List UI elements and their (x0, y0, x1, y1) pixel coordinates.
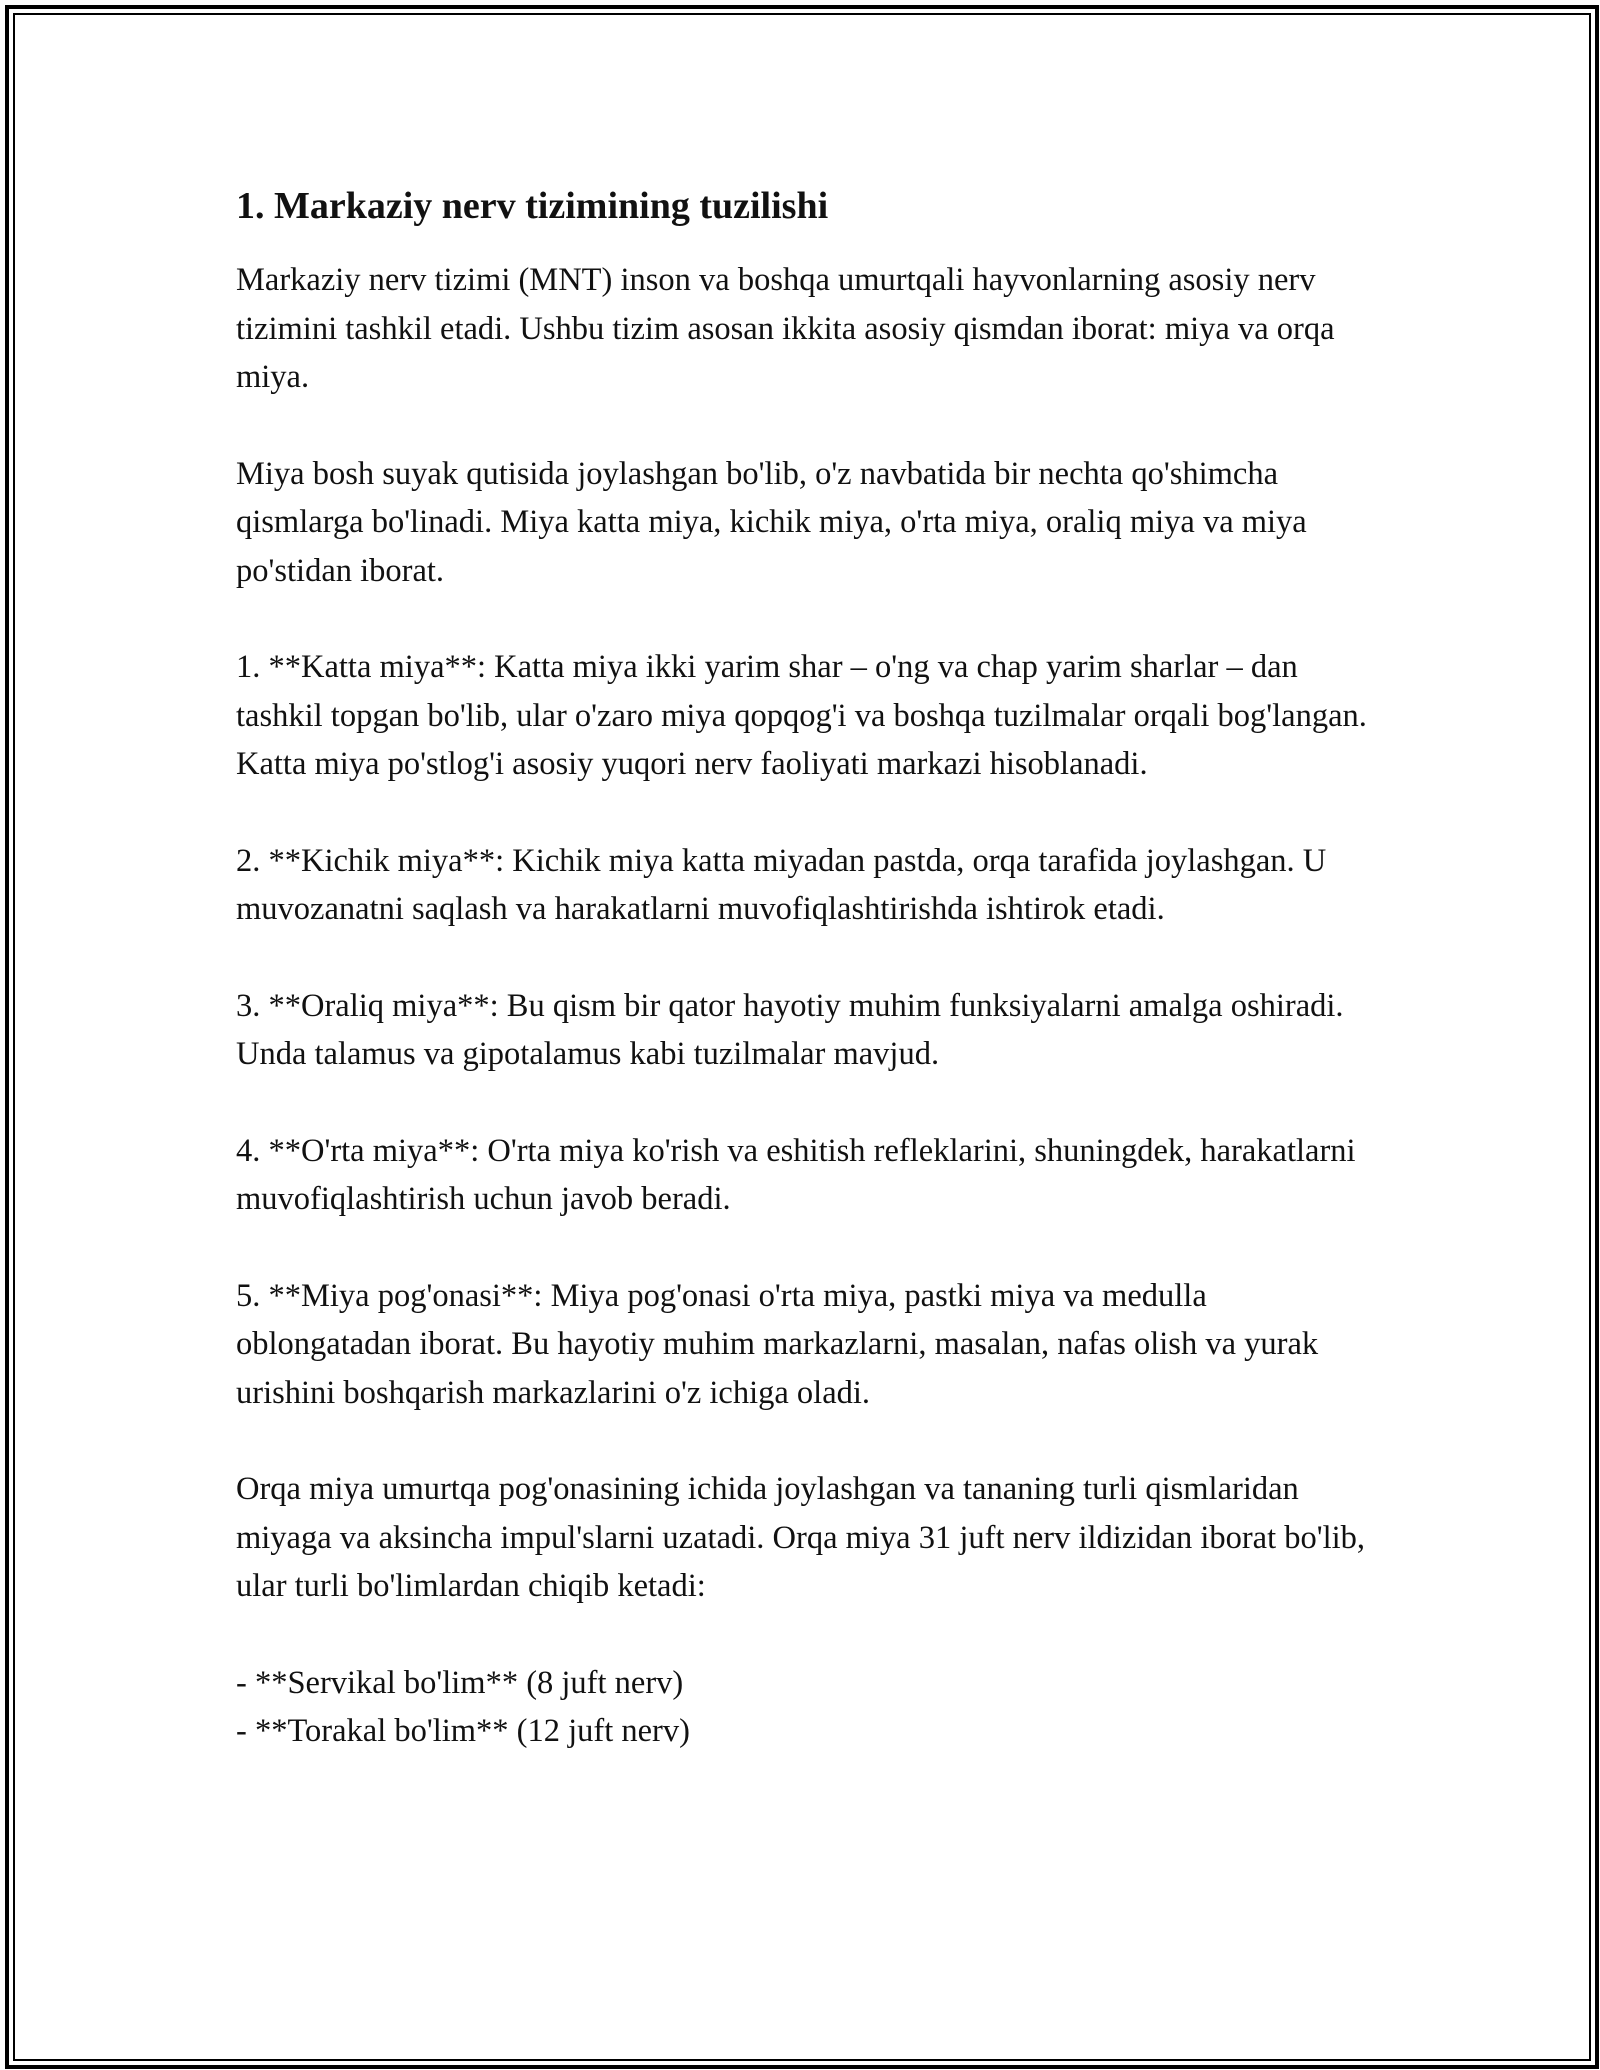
paragraph-brainstem: 5. **Miya pog'onasi**: Miya pog'onasi o'rta miya, pastki miya va medulla oblongatadan iborat. Bu hayotiy muhim markazlarni, masalan, nafas olish va yurak urishini boshqarish markazlarini o'z ichiga oladi. (236, 1277, 1319, 1411)
section-heading: 1. Markaziy nerv tizimining tuzilishi (236, 185, 829, 227)
paragraph-diencephalon: 3. **Oraliq miya**: Bu qism bir qator hayotiy muhim funksiyalarni amalga oshiradi. Unda talamus va gipotalamus kabi tuzilmalar mavjud. (236, 987, 1344, 1072)
paragraph-brain: Miya bosh suyak qutisida joylashgan bo'lib, o'z navbatida bir nechta qo'shimcha qismlarga bo'linadi. Miya katta miya, kichik miya, o'rta miya, oraliq miya va miya po'stidan iborat. (236, 455, 1307, 589)
list-item-cervical: - **Servikal bo'lim** (8 juft nerv) (236, 1664, 684, 1701)
paragraph-spinal-cord: Orqa miya umurtqa pog'onasining ichida joylashgan va tananing turli qismlaridan miyaga va aksincha impul'slarni uzatadi. Orqa miya 31 juft nerv ildizidan iborat bo'lib, ular turli bo'limlardan chiqib ketadi: (236, 1471, 1366, 1604)
paragraph-cerebellum: 2. **Kichik miya**: Kichik miya katta miyadan pastda, orqa tarafida joylashgan. U muvozanatni saqlash va harakatlarni muvofiqlashtirishda ishtirok etadi. (236, 842, 1327, 927)
paragraph-cerebrum: 1. **Katta miya**: Katta miya ikki yarim shar – o'ng va chap yarim sharlar – dan tashkil topgan bo'lib, ular o'zaro miya qopqog'i va boshqa tuzilmalar orqali bog'langan. Katta miya po'stlog'i asosiy yuqori nerv faoliyati markazi hisoblanadi. (236, 649, 1367, 782)
list (236, 1659, 1386, 1756)
paragraph-intro: Markaziy nerv tizimi (MNT) inson va boshqa umurtqali hayvonlarning asosiy nerv tizimini tashkil etadi. Ushbu tizim asosan ikkita asosiy qismdan iborat: miya va orqa miya. (236, 262, 1335, 395)
document-body (236, 182, 1386, 1756)
list-item-thoracic: - **Torakal bo'lim** (12 juft nerv) (236, 1713, 690, 1749)
paragraph-midbrain: 4. **O'rta miya**: O'rta miya ko'rish va eshitish refleklarini, shuningdek, harakatlarni muvofiqlashtirish uchun javob beradi. (236, 1132, 1356, 1217)
